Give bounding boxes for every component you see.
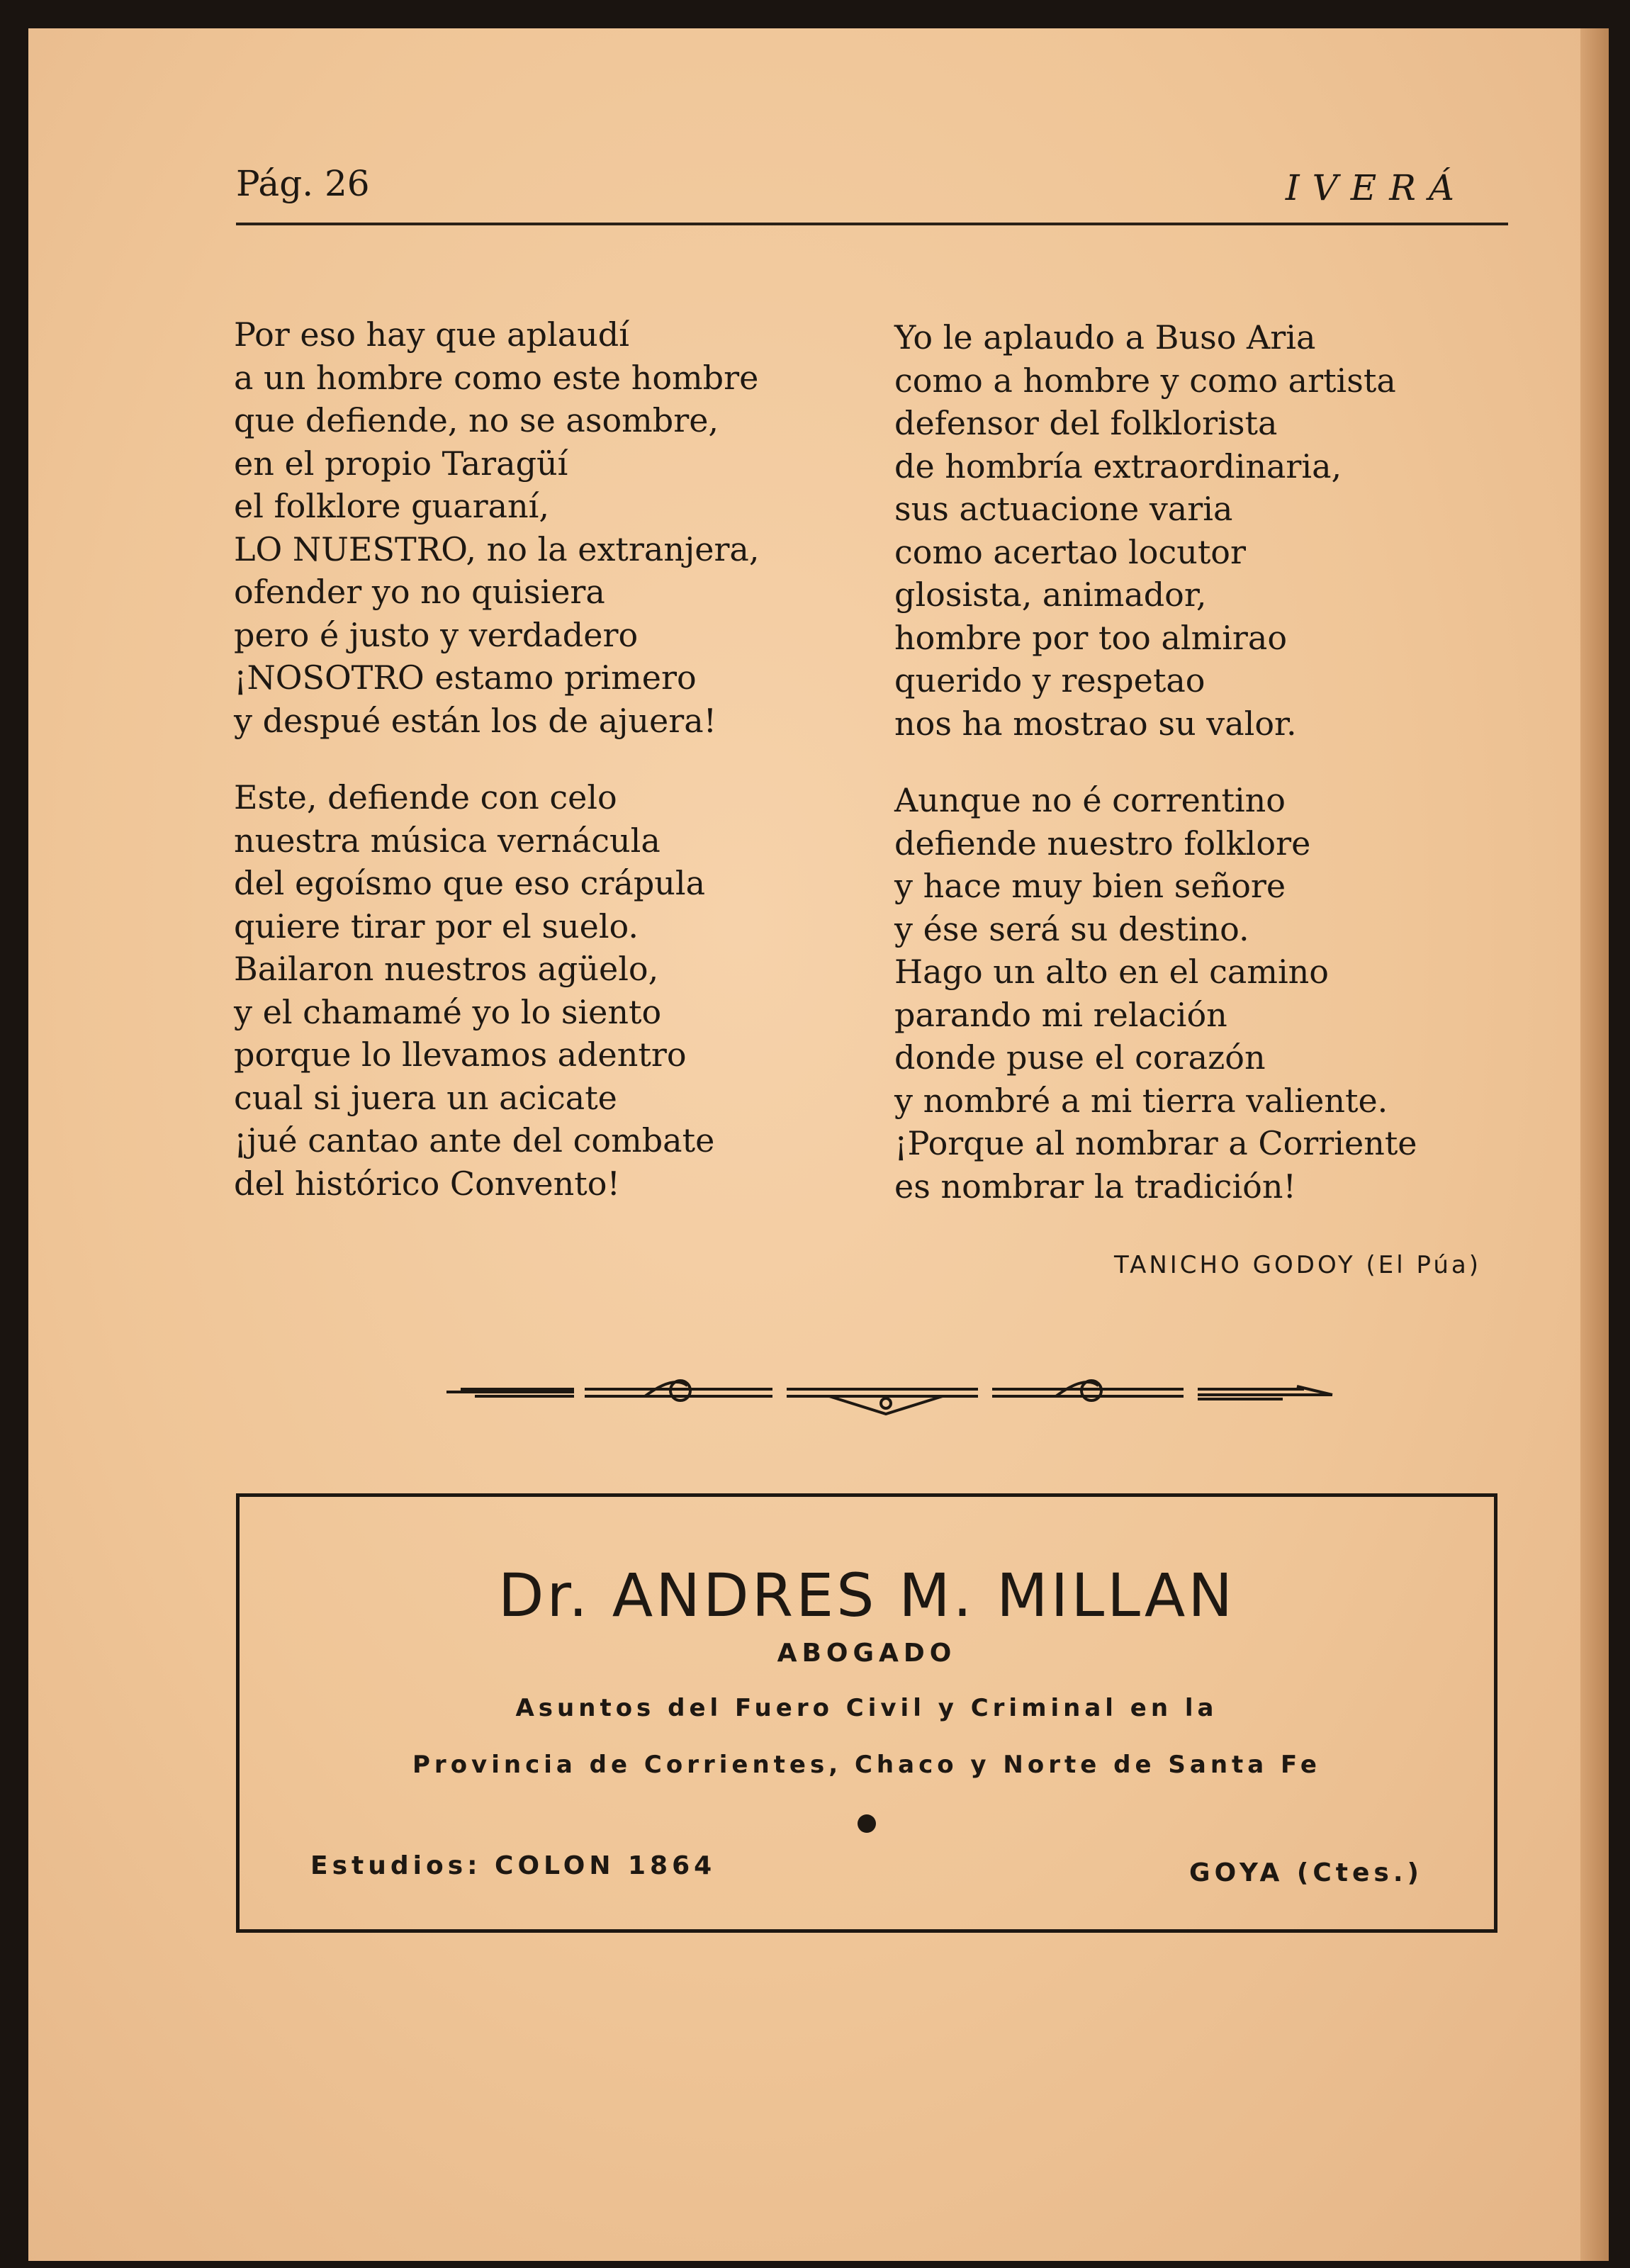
verse-line: ¡NOSOTRO estamo primero <box>234 658 697 697</box>
verse-line: Yo le aplaudo a Buso Aria <box>894 318 1316 357</box>
verse-line: quiere tirar por el suelo. <box>234 906 639 945</box>
left-column <box>234 313 759 1239</box>
verse-line: ¡Porque al nombrar a Corriente <box>894 1124 1417 1162</box>
ad-profession: ABOGADO <box>777 1639 957 1668</box>
verse-line: donde puse el corazón <box>894 1038 1266 1077</box>
ad-name: Dr. ANDRES M. MILLAN <box>498 1561 1236 1630</box>
verse-line: y nombré a mi tierra valiente. <box>894 1081 1388 1120</box>
ornament-divider <box>432 1361 1354 1425</box>
verse-line: como acertao locutor <box>894 532 1246 571</box>
verse-line: hombre por too almirao <box>894 618 1288 657</box>
author-signature: TANICHO GODOY (El Púa) <box>1113 1251 1481 1279</box>
ad-address: Estudios: COLON 1864 <box>310 1851 716 1880</box>
verse-line: ofender yo no quisiera <box>234 573 605 611</box>
ad-line-2: Provincia de Corrientes, Chaco y Norte de Santa Fe <box>412 1751 1321 1779</box>
verse-line: defiende nuestro folklore <box>894 824 1311 863</box>
stanza <box>234 776 759 1205</box>
ad-line-1: Asuntos del Fuero Civil y Criminal en la <box>515 1694 1218 1722</box>
stanza <box>234 313 759 742</box>
verse-line: es nombrar la tradición! <box>894 1167 1296 1206</box>
verse-line: Este, defiende con celo <box>234 778 617 816</box>
verse-line: nuestra música vernácula <box>234 821 661 860</box>
verse-line: Bailaron nuestros agüelo, <box>234 950 659 988</box>
page-edge <box>1580 28 1609 2261</box>
verse-line: cual si juera un acicate <box>234 1078 617 1117</box>
verse-line: porque lo llevamos adentro <box>234 1035 687 1074</box>
ad-city: GOYA (Ctes.) <box>1189 1858 1423 1887</box>
verse-line: que defiende, no se asombre, <box>234 401 719 439</box>
magazine-page <box>28 28 1609 2261</box>
verse-line: Aunque no é correntino <box>894 781 1286 819</box>
verse-line: Por eso hay que aplaudí <box>234 315 629 354</box>
bullet-dot-icon <box>858 1814 876 1833</box>
verse-line: y hace muy bien señore <box>894 867 1286 905</box>
verse-line: parando mi relación <box>894 995 1227 1034</box>
verse-line: sus actuacione varia <box>894 490 1233 528</box>
verse-line: LO NUESTRO, no la extranjera, <box>234 529 760 568</box>
header-rule <box>236 223 1508 225</box>
verse-line: el folklore guaraní, <box>234 487 549 525</box>
magazine-title: IVERÁ <box>1285 167 1467 208</box>
right-column <box>894 316 1417 1242</box>
verse-line: del egoísmo que eso crápula <box>234 864 706 902</box>
verse-line: nos ha mostrao su valor. <box>894 704 1297 743</box>
verse-line: glosista, animador, <box>894 576 1207 614</box>
verse-line: defensor del folklorista <box>894 404 1278 442</box>
verse-line: querido y respetao <box>894 661 1205 700</box>
stanza <box>894 779 1417 1208</box>
page-number: Pág. 26 <box>236 163 370 204</box>
stanza <box>894 316 1417 745</box>
verse-line: del histórico Convento! <box>234 1164 620 1203</box>
verse-line: pero é justo y verdadero <box>234 615 639 654</box>
verse-line: como a hombre y como artista <box>894 361 1396 400</box>
verse-line: Hago un alto en el camino <box>894 953 1329 991</box>
verse-line: ¡jué cantao ante del combate <box>234 1121 715 1160</box>
verse-line: y el chamamé yo lo siento <box>234 992 662 1031</box>
verse-line: a un hombre como este hombre <box>234 358 759 397</box>
verse-line: y despué están los de ajuera! <box>234 701 717 740</box>
lawyer-advertisement <box>236 1493 1497 1933</box>
verse-line: de hombría extraordinaria, <box>894 447 1342 485</box>
verse-line: en el propio Taragüí <box>234 444 568 483</box>
verse-line: y ése será su destino. <box>894 909 1249 948</box>
